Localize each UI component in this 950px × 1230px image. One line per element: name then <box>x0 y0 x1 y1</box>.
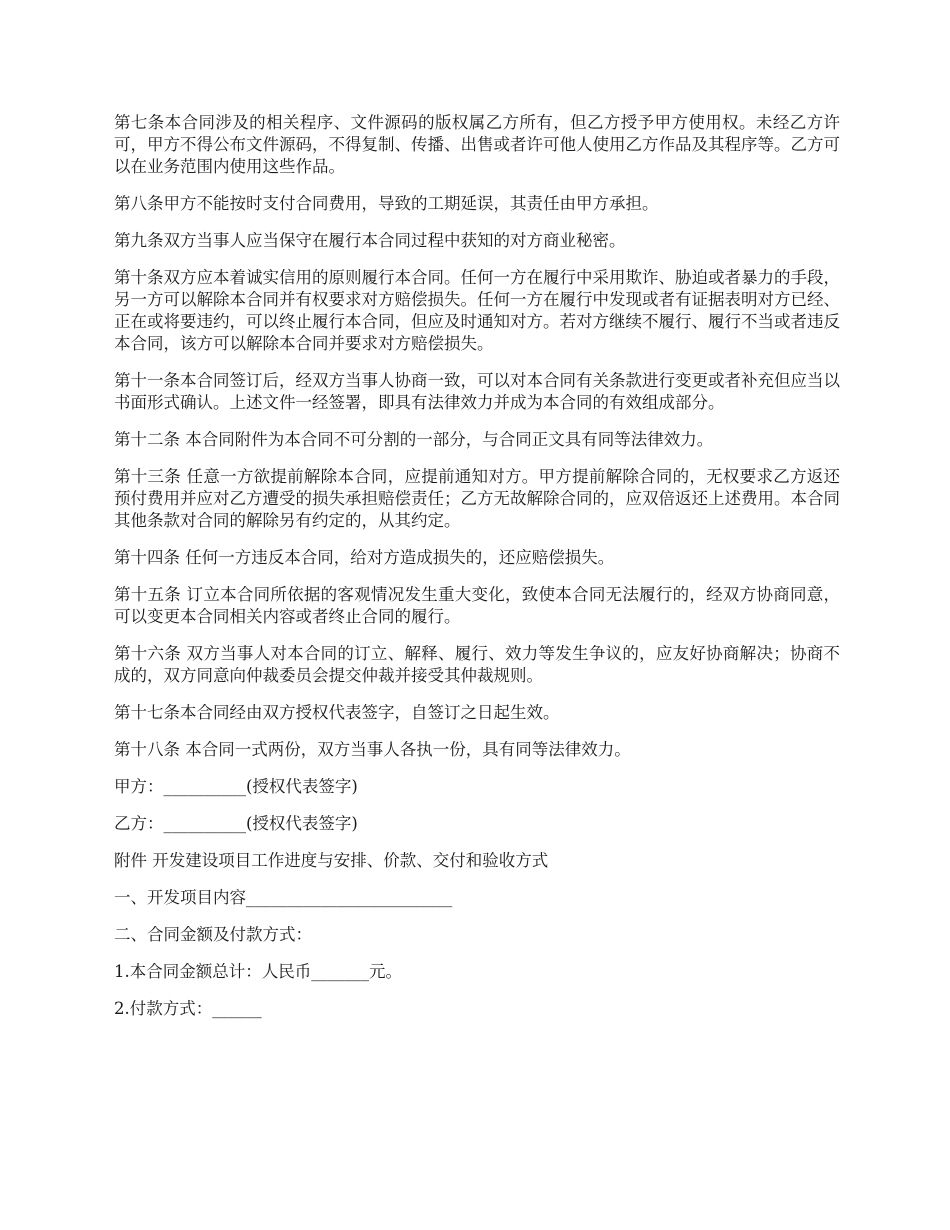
clause-18: 第十八条 本合同一式两份，双方当事人各执一份，具有同等法律效力。 <box>114 740 631 759</box>
project-content-line: 一、开发项目内容_________________________ <box>114 888 453 907</box>
payment-method-line: 2.付款方式：______ <box>114 999 262 1018</box>
clause-10: 第十条双方应本着诚实信用的原则履行本合同。任何一方在履行中采用欺诈、胁迫或者暴力的手段，另一方可以解除本合同并有权要求对方赔偿损失。任何一方在履行中发现或者有证据表明对方已经、正在或将要违约，可以终止履行本合同，但应及时通知对方。若对方继续不履行、履行不当或者违反本合同，该方可以解除本合同并要求对方赔偿损失。 <box>114 268 840 353</box>
party-a-signature-line: 甲方：__________(授权代表签字) <box>114 777 358 796</box>
clause-13: 第十三条 任意一方欲提前解除本合同，应提前通知对方。甲方提前解除合同的，无权要求乙方返还预付费用并应对乙方遭受的损失承担赔偿责任；乙方无故解除合同的，应双倍返还上述费用。本合同其他条款对合同的解除另有约定的，从其约定。 <box>114 467 840 530</box>
clause-12: 第十二条 本合同附件为本合同不可分割的一部分，与合同正文具有同等法律效力。 <box>114 430 714 449</box>
clause-9: 第九条双方当事人应当保守在履行本合同过程中获知的对方商业秘密。 <box>114 231 626 250</box>
clause-16: 第十六条 双方当事人对本合同的订立、解释、履行、效力等发生争议的，应友好协商解决；协商不成的，双方同意向仲裁委员会提交仲裁并接受其仲裁规则。 <box>114 644 840 685</box>
appendix-title: 附件 开发建设项目工作进度与安排、价款、交付和验收方式 <box>114 851 549 870</box>
clause-15: 第十五条 订立本合同所依据的客观情况发生重大变化，致使本合同无法履行的，经双方协商同意，可以变更本合同相关内容或者终止合同的履行。 <box>114 585 840 626</box>
clause-7: 第七条本合同涉及的相关程序、文件源码的版权属乙方所有，但乙方授予甲方使用权。未经乙方许可，甲方不得公布文件源码，不得复制、传播、出售或者许可他人使用乙方作品及其程序等。乙方可以在业务范围内使用这些作品。 <box>114 113 840 176</box>
clause-8: 第八条甲方不能按时支付合同费用，导致的工期延误，其责任由甲方承担。 <box>114 194 659 213</box>
clause-11: 第十一条本合同签订后，经双方当事人协商一致，可以对本合同有关条款进行变更或者补充但应当以书面形式确认。上述文件一经签署，即具有法律效力并成为本合同的有效组成部分。 <box>114 371 840 412</box>
clause-14: 第十四条 任何一方违反本合同，给对方造成损失的，还应赔偿损失。 <box>114 548 615 567</box>
contract-amount-heading: 二、合同金额及付款方式： <box>114 925 312 944</box>
contract-total-line: 1.本合同金额总计：人民币_______元。 <box>114 962 402 981</box>
party-b-signature-line: 乙方：__________(授权代表签字) <box>114 814 358 833</box>
clause-17: 第十七条本合同经由双方授权代表签字，自签订之日起生效。 <box>114 703 560 722</box>
